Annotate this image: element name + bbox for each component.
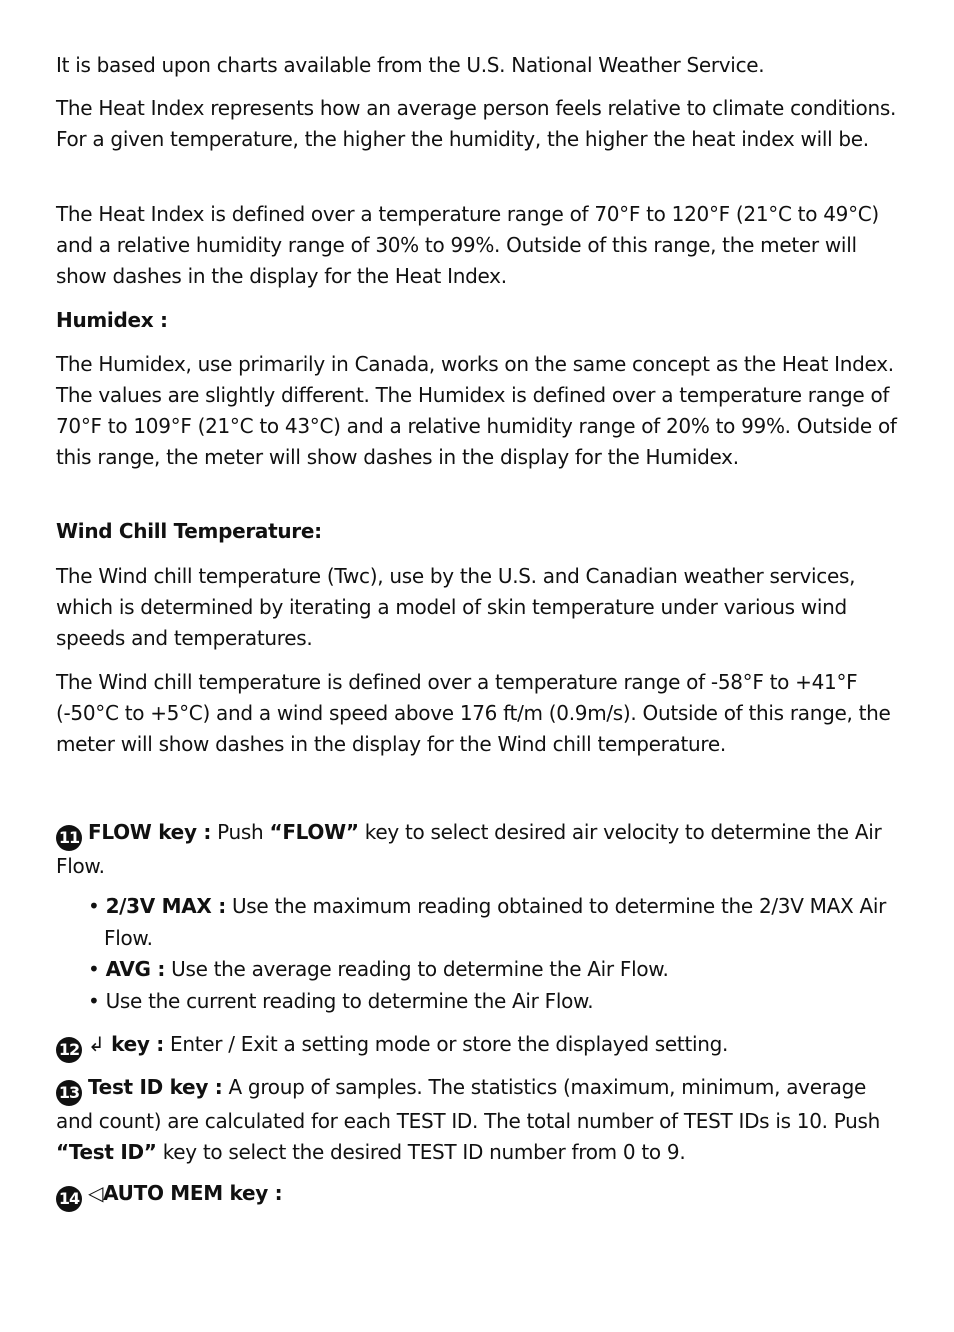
wind-chill-heading: Wind Chill Temperature: [56, 519, 322, 543]
bullet-text: Use the current reading to determine the Air Flow. [105, 988, 594, 1013]
flow-key-label: FLOW key : [88, 820, 212, 844]
number-12-icon: 12 [56, 1037, 82, 1063]
test-id-quoted: Test ID [68, 1140, 144, 1164]
bullet-text: Use the average reading to determine the Air Flow. [165, 957, 669, 981]
number-11-icon: 11 [56, 825, 82, 851]
paragraph-wind-chill-intro: The Wind chill temperature (Twc), use by the U.S. and Canadian weather services, which is determined by iterating a model of skin temperature under various wind speeds and temperatures. [56, 564, 856, 650]
list-item: • AVG : Use the average reading to determine the Air Flow. [88, 957, 669, 981]
list-item: • Use the current reading to determine the Air Flow. [88, 988, 594, 1013]
enter-key-description [56, 1029, 906, 1063]
test-id-key-text-b: key to select the desired TEST ID number from 0 to 9. [156, 1140, 686, 1164]
list-item: • 2/3V MAX : Use the maximum reading obtained to determine the 2/3V MAX Air Flow. [88, 894, 887, 950]
flow-key-quoted: FLOW [282, 820, 346, 844]
auto-mem-key-description [56, 1178, 906, 1212]
enter-arrow-icon: ↲ [88, 1032, 105, 1056]
number-14-icon: 14 [56, 1186, 82, 1212]
flow-options-list [88, 891, 908, 1017]
number-13-icon: 13 [56, 1080, 82, 1106]
test-id-key-text-a: A group of samples. The statistics (maximum, minimum, average and count) are calculated for each TEST ID. The total number of TEST IDs is 10. Push [56, 1075, 881, 1133]
bullet-text: Use the maximum reading obtained to determine the 2/3V MAX Air Flow. [104, 894, 887, 950]
enter-key-label: key : [104, 1032, 164, 1056]
enter-key-text: Enter / Exit a setting mode or store the displayed setting. [163, 1032, 729, 1056]
paragraph-wind-chill-range: The Wind chill temperature is defined over a temperature range of -58°F to +41°F (-50°C to +5°C) and a wind speed above 176 ft/m (0.9m/s). Outside of this range, the meter will show dashes in the display for the Wind chill temperature. [56, 670, 891, 756]
flow-key-description: 11 FLOW key : Push “FLOW” key to select desired air velocity to determine the Air Flow. [56, 820, 882, 878]
paragraph-heat-index-range: The Heat Index is defined over a temperature range of 70°F to 120°F (21°C to 49°C) and a relative humidity range of 30% to 99%. Outside of this range, the meter will show dashes in the display for the Heat Index. [56, 202, 879, 288]
paragraph-source: It is based upon charts available from the U.S. National Weather Service. [56, 53, 765, 77]
bullet-label: 2/3V MAX : [105, 894, 226, 918]
test-id-key-description: 13 Test ID key : A group of samples. The statistics (maximum, minimum, average and count) are calculated for each TEST ID. The total number of TEST IDs is 10. Push “Test ID” key to select the desired TEST ID number from 0 to 9. [56, 1075, 881, 1164]
humidex-heading: Humidex : [56, 308, 168, 332]
paragraph-heat-index-intro: The Heat Index represents how an average person feels relative to climate conditions. For a given temperature, the higher the humidity, the higher the heat index will be. [56, 96, 897, 151]
auto-mem-key-label: AUTO MEM key : [103, 1181, 283, 1205]
flow-key-text-a: Push [211, 820, 270, 844]
flow-key-text-b: key to select desired air velocity to determine the Air Flow. [56, 820, 882, 878]
test-id-key-label: Test ID key : [88, 1075, 223, 1099]
paragraph-humidex: The Humidex, use primarily in Canada, works on the same concept as the Heat Index. The values are slightly different. The Humidex is defined over a temperature range of 70°F to 109°F (21°C to 43°C) and a relative humidity range of 20% to 99%. Outside of this range, the meter will show dashes in the display for the Humidex. [56, 352, 897, 469]
left-triangle-icon: ◁ [88, 1181, 104, 1205]
bullet-label: AVG : [105, 957, 166, 981]
